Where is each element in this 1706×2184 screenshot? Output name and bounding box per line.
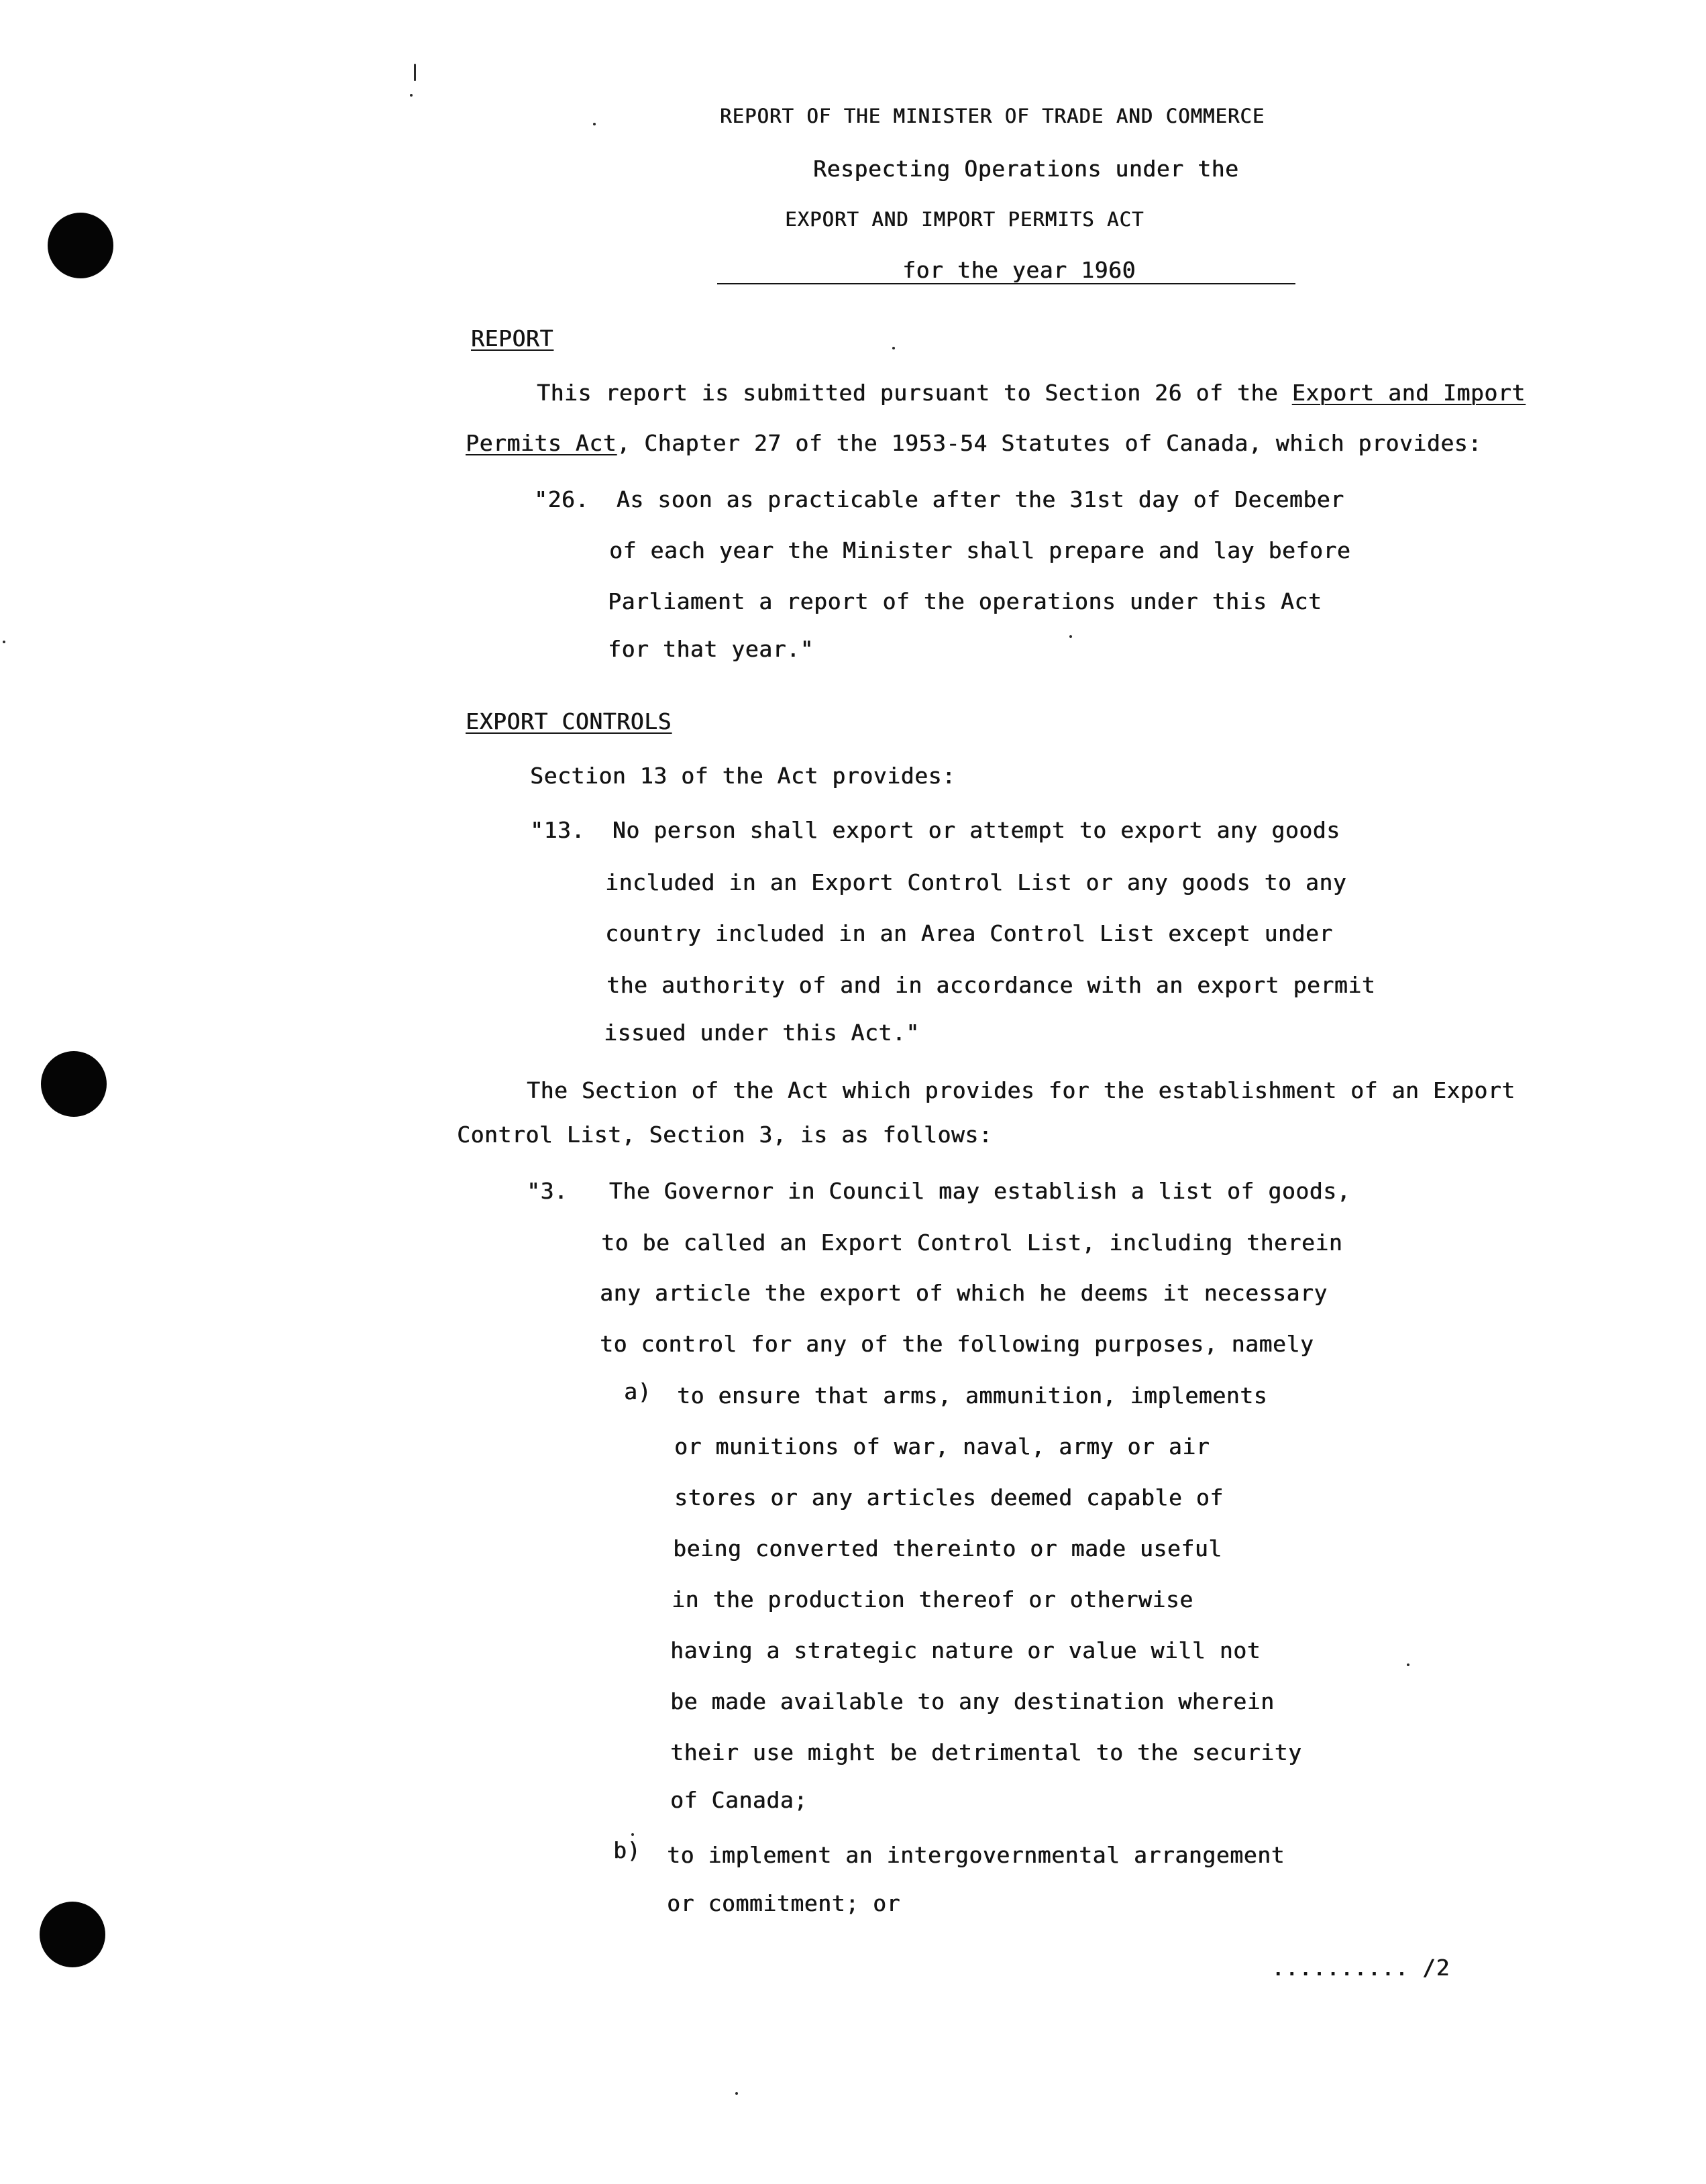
scan-speck	[892, 347, 895, 349]
section-26-quote-line-2: of each year the Minister shall prepare and lay before	[609, 537, 1351, 563]
punch-hole-top	[48, 213, 113, 278]
section-13-intro: Section 13 of the Act provides:	[530, 763, 956, 789]
section-heading-report: REPORT	[471, 325, 553, 351]
page-continuation-marker: .......... /2	[1271, 1955, 1450, 1981]
scan-speck	[735, 2092, 738, 2095]
section-26-quote-line-4: for that year."	[608, 636, 814, 662]
section-3-quote-line-2: to be called an Export Control List, including therein	[601, 1230, 1343, 1256]
section-3-quote-line-3: any article the export of which he deems it necessary	[600, 1280, 1328, 1306]
report-paragraph-line-2	[466, 430, 1482, 457]
section-3-paragraph-line-2: Control List, Section 3, is as follows:	[457, 1122, 993, 1148]
scan-speck	[3, 641, 5, 643]
scan-speck	[1069, 635, 1072, 638]
section-3-paragraph-line-1: The Section of the Act which provides for the establishment of an Export	[527, 1077, 1515, 1103]
item-a-line-3: stores or any articles deemed capable of	[674, 1484, 1224, 1511]
section-13-quote-line-3: country included in an Area Control List except under	[605, 920, 1333, 946]
item-a-line-6: having a strategic nature or value will not	[670, 1637, 1261, 1663]
scan-speck	[410, 94, 413, 97]
act-title: EXPORT AND IMPORT PERMITS ACT	[785, 208, 1144, 231]
section-3-quote-line-4: to control for any of the following purposes, namely	[600, 1331, 1314, 1357]
item-a-line-4: being converted thereinto or made useful	[673, 1535, 1222, 1562]
act-name-part-1: Export and Import	[1291, 380, 1526, 406]
scan-speck	[414, 64, 416, 81]
section-13-quote-line-5: issued under this Act."	[604, 1020, 920, 1046]
item-a-label: a)	[624, 1378, 651, 1405]
scan-speck	[593, 123, 596, 125]
punch-hole-bottom	[40, 1902, 105, 1967]
section-26-quote-line-1: "26. As soon as practicable after the 31st day of December	[534, 486, 1344, 512]
report-year: for the year 1960	[902, 257, 1136, 283]
section-13-quote-line-2: included in an Export Control List or any goods to any	[605, 869, 1347, 895]
section-3-quote-line-1: "3. The Governor in Council may establish a list of goods,	[527, 1178, 1351, 1204]
punch-hole-middle	[41, 1051, 107, 1117]
item-a-line-9: of Canada;	[670, 1787, 808, 1813]
item-b-line-2: or commitment; or	[667, 1890, 900, 1916]
scan-speck	[1407, 1663, 1409, 1666]
report-title: REPORT OF THE MINISTER OF TRADE AND COMMERCE	[720, 105, 1265, 127]
section-26-quote-line-3: Parliament a report of the operations under this Act	[608, 588, 1322, 614]
scan-speck	[631, 1833, 634, 1836]
item-a-line-2: or munitions of war, naval, army or air	[674, 1433, 1210, 1460]
item-a-line-8: their use might be detrimental to the security	[670, 1739, 1302, 1765]
item-b-label: b)	[613, 1837, 641, 1863]
item-a-line-1: to ensure that arms, ammunition, implements	[677, 1382, 1268, 1409]
item-a-line-5: in the production thereof or otherwise	[672, 1586, 1193, 1613]
paragraph-text: This report is submitted pursuant to Section 26 of the	[537, 380, 1292, 406]
item-b-line-1: to implement an intergovernmental arrangement	[667, 1842, 1285, 1868]
item-a-line-7: be made available to any destination wherein	[670, 1688, 1275, 1714]
act-name-part-2: Permits Act	[466, 430, 617, 456]
section-13-quote-line-1: "13. No person shall export or attempt to export any goods	[530, 817, 1340, 843]
section-heading-export-controls: EXPORT CONTROLS	[466, 708, 672, 734]
report-subtitle: Respecting Operations under the	[813, 156, 1239, 182]
report-paragraph-line-1	[537, 380, 1526, 406]
paragraph-text: , Chapter 27 of the 1953-54 Statutes of Canada, which provides:	[617, 430, 1482, 456]
section-13-quote-line-4: the authority of and in accordance with an export permit	[606, 972, 1376, 998]
